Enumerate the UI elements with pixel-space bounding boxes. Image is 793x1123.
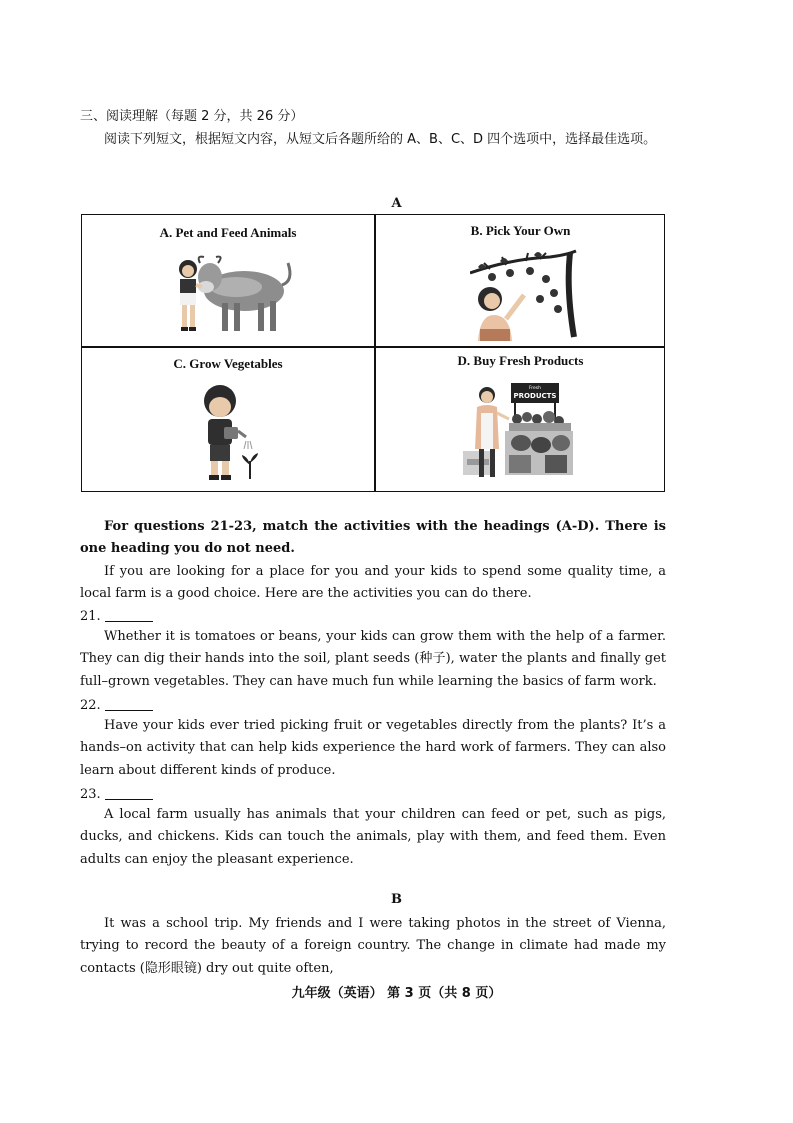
cell-title-c: C. Grow Vegetables bbox=[173, 356, 283, 371]
cell-title-d: D. Buy Fresh Products bbox=[457, 353, 584, 368]
instructions: 阅读下列短文，根据短文内容，从短文后各题所给的 A、B、C、D 四个选项中，选择最佳选项。 bbox=[104, 132, 657, 147]
matching-directions: For questions 21-23, match the activities with the headings (A-D). There is one heading you do not need. bbox=[80, 519, 666, 557]
answer-blank-22[interactable] bbox=[105, 710, 153, 711]
question-21-number: 21. bbox=[80, 609, 101, 624]
question-22-text: Have your kids ever tried picking fruit or vegetables directly from the plants? It’s a hands–on activity that can help kids experience the hard work of farmers. They can also learn about different kinds of produce. bbox=[80, 718, 666, 778]
question-23-number: 23. bbox=[80, 787, 101, 802]
question-21 bbox=[80, 608, 153, 625]
passage-b-text: It was a school trip. My friends and I were taking photos in the street of Vienna, trying to record the beauty of a foreign country. The change in climate had made my contacts (隐形眼镜) dry out quite often, bbox=[80, 916, 666, 976]
section-header: 三、阅读理解（每题 2 分，共 26 分） bbox=[80, 109, 304, 124]
answer-blank-23[interactable] bbox=[105, 799, 153, 800]
farm-stand-vendor-illustration bbox=[459, 379, 575, 483]
cell-pet-feed-animals bbox=[82, 215, 374, 346]
page-footer: 九年级（英语） 第 3 页（共 8 页） bbox=[291, 986, 502, 1001]
stand-sign-small: Fresh bbox=[529, 386, 541, 391]
answer-blank-21[interactable] bbox=[105, 621, 153, 622]
passage-a-intro: If you are looking for a place for you and your kids to spend some quality time, a local farm is a good choice. Here are the activities you can do there. bbox=[80, 564, 666, 602]
cell-title-b: B. Pick Your Own bbox=[470, 223, 571, 238]
cell-title-a: A. Pet and Feed Animals bbox=[159, 225, 297, 240]
question-23 bbox=[80, 786, 153, 803]
passage-b-label: B bbox=[391, 892, 402, 907]
cell-grow-vegetables bbox=[82, 347, 374, 493]
woman-picking-fruit-illustration bbox=[470, 249, 580, 341]
question-22 bbox=[80, 697, 153, 714]
stand-sign-text: PRODUCTS bbox=[513, 392, 557, 400]
passage-a-label: A bbox=[391, 196, 402, 211]
question-21-text: Whether it is tomatoes or beans, your kids can grow them with the help of a farmer. They can dig their hands into the soil, plant seeds (种子), water the plants and finally get full–grown vegetables. They can have much fun while learning the basics of farm work. bbox=[80, 629, 666, 689]
question-23-text: A local farm usually has animals that your children can feed or pet, such as pigs, ducks, and chickens. Kids can touch the animals, play with them, and feed them. Even adults can enjoy the pleasant experience. bbox=[80, 807, 666, 867]
question-22-number: 22. bbox=[80, 698, 101, 713]
cell-buy-fresh-products bbox=[375, 347, 666, 493]
activities-grid bbox=[81, 214, 665, 492]
boy-watering-plant-illustration bbox=[198, 383, 262, 485]
cell-pick-your-own bbox=[375, 215, 666, 346]
girl-feeding-cow-illustration bbox=[166, 251, 296, 339]
